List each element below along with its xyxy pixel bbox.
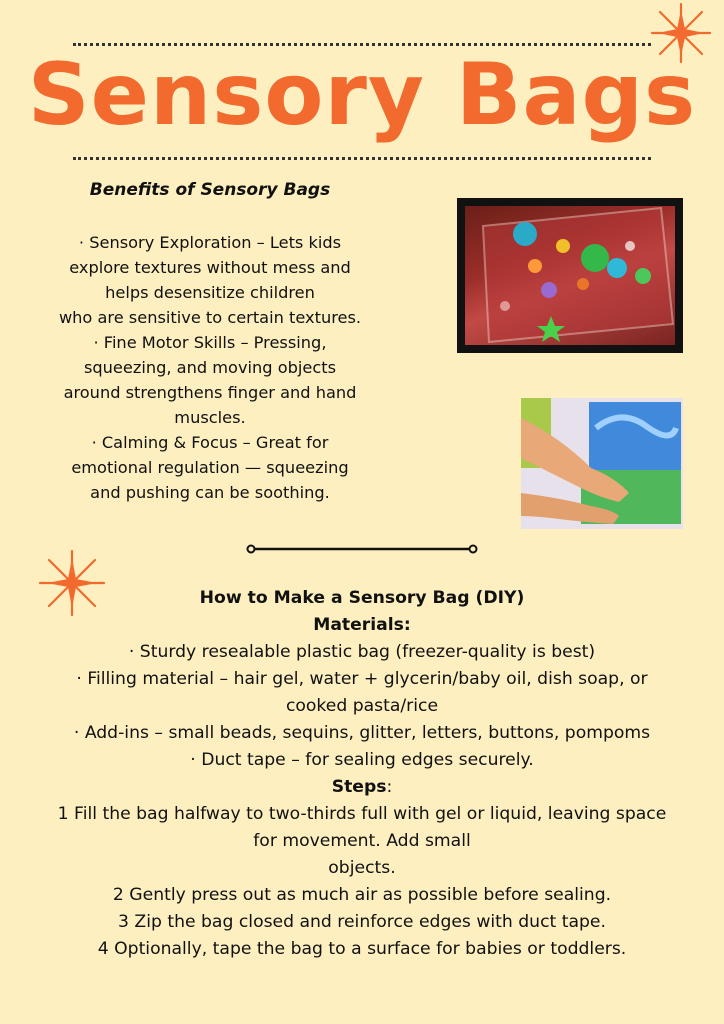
benefits-list [20, 230, 400, 505]
sensory-bag-photo [457, 198, 683, 353]
benefits-line: explore textures without mess and [69, 258, 351, 277]
steps-item: 1 Fill the bag halfway to two-thirds full with gel or liquid, leaving space [57, 804, 667, 824]
benefits-line: squeezing, and moving objects [83, 358, 337, 377]
child-hands-illustration [521, 398, 683, 529]
benefits-line: emotional regulation — squeezing [71, 458, 349, 477]
steps-heading-colon: : [386, 777, 393, 797]
bottom-dotted-rule [73, 157, 651, 160]
child-hands-photo [521, 398, 683, 529]
materials-item: · Sturdy resealable plastic bag (freezer-quality is best) [128, 642, 596, 662]
diy-heading: How to Make a Sensory Bag (DIY) [199, 588, 525, 608]
benefits-heading: Benefits of Sensory Bags [89, 180, 331, 200]
benefits-line: · Sensory Exploration – Lets kids [78, 233, 342, 252]
benefits-line: helps desensitize children [105, 283, 315, 302]
benefits-line: · Calming & Focus – Great for [91, 433, 329, 452]
steps-item: 4 Optionally, tape the bag to a surface for babies or toddlers. [97, 939, 627, 959]
benefits-line: · Fine Motor Skills – Pressing, [93, 333, 327, 352]
steps-heading-line [0, 774, 724, 801]
benefits-line: around strengthens finger and hand [63, 383, 357, 402]
steps-item: objects. [328, 858, 396, 878]
materials-item: cooked pasta/rice [285, 696, 439, 716]
benefits-line: and pushing can be soothing. [90, 483, 330, 502]
materials-heading: Materials: [313, 615, 411, 635]
benefits-line: muscles. [174, 408, 246, 427]
steps-item: for movement. Add small [253, 831, 471, 851]
materials-item: · Duct tape – for sealing edges securely. [190, 750, 534, 770]
steps-heading: Steps [331, 777, 387, 797]
section-divider [246, 544, 478, 554]
steps-item: 2 Gently press out as much air as possible before sealing. [112, 885, 612, 905]
materials-item: · Filling material – hair gel, water + glycerin/baby oil, dish soap, or [76, 669, 648, 689]
sensory-bag-illustration [465, 206, 675, 345]
steps-item: 3 Zip the bag closed and reinforce edges with duct tape. [118, 912, 606, 932]
diy-section [0, 585, 724, 963]
materials-item: · Add-ins – small beads, sequins, glitter, letters, buttons, pompoms [73, 723, 651, 743]
benefits-line: who are sensitive to certain textures. [58, 308, 362, 327]
page-title: Sensory Bags [27, 45, 697, 145]
